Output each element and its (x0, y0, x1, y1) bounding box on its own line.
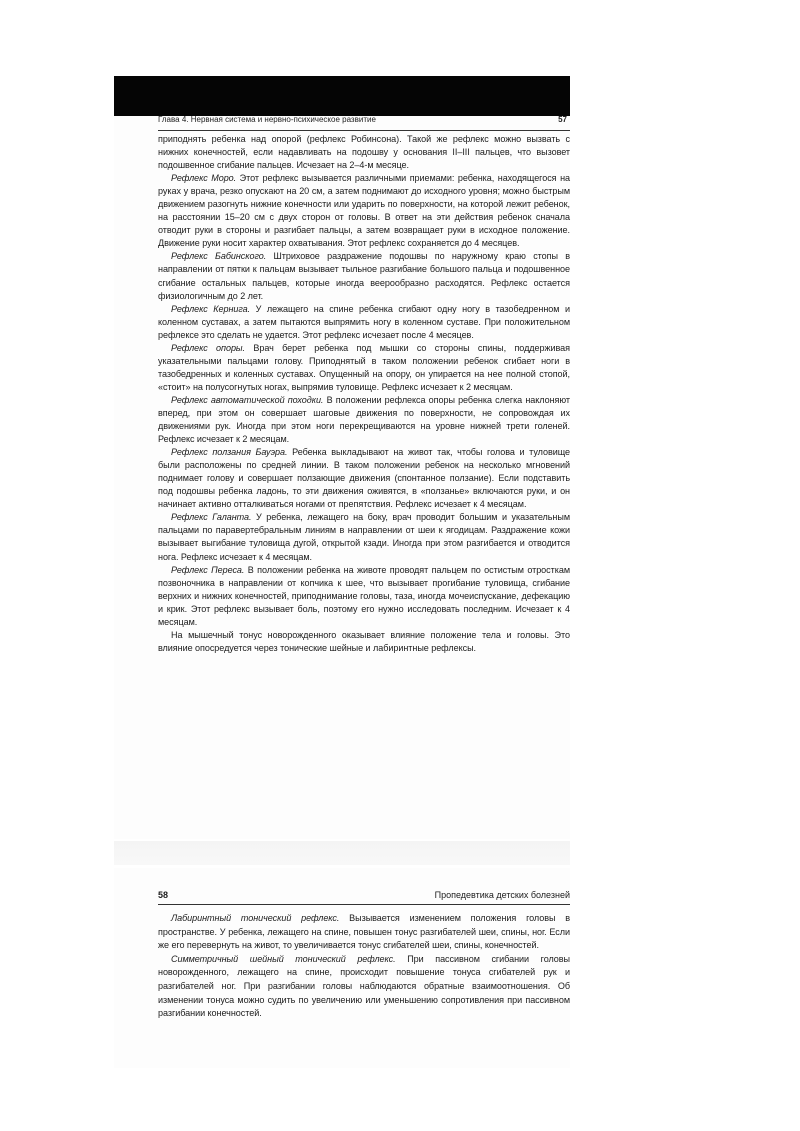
paragraph (158, 172, 570, 250)
reflex-term: Рефлекс ползания Бауэра. (171, 447, 288, 458)
paragraph (158, 953, 570, 1021)
paragraph-text: Штриховое раздражение подошвы по наружному краю стопы в направлении от пятки к пальцам вызывает тыльное разгибание большого пальца и подошвенное сгибание остальных пальцев, которые иногда веерообразно расходятся. Рефлекс остается физиологичным до 2 лет. (158, 251, 570, 301)
paragraph-text: В положении ребенка на животе проводят пальцем по остистым отросткам позвоночника в направлении от копчика к шее, что вызывает прогибание туловища, сгибание верхних и нижних конечностей, приподнимание головы, таза, иногда мочеиспускание, дефекацию и крик. Этот рефлекс вызывает боль, поэтому его нужно исследовать последним. Исчезает к 4 месяцам. (158, 564, 570, 627)
paragraph-text: В положении рефлекса опоры ребенка слегка наклоняют вперед, при этом он совершает шаговые движения по поверхности, не сопровождая их движениями рук. Иногда при этом ноги перекрещиваются на уровне нижней трети голеней. Рефлекс исчезает к 2 месяцам. (158, 394, 570, 445)
paragraph-text: Ребенка выкладывают на живот так, чтобы голова и туловище были расположены по средней линии. В таком положении ребенок на несколько мгновений поднимает голову и совершает ползающие движения (спонтанное ползание). Если подставить под подошвы ребенка ладонь, то эти движения оживятся, в «ползанье» включаются руки, и он начинает активно отталкиваться ногами от препятствия. Рефлекс исчезает к 4 месяцам. (158, 447, 570, 510)
page-gap (114, 841, 570, 865)
paragraph (158, 303, 570, 342)
paragraph-text: приподнять ребенка над опорой (рефлекс Робинсона). Такой же рефлекс можно вызвать с нижних конечностей, если надавливать на подошву у основания II–III пальцев, что вызовет подошвенное сгибание пальцев. Исчезает на 2–4-м месяце. (158, 134, 570, 171)
paragraph (158, 912, 570, 953)
reflex-term: Рефлекс Моро. (171, 173, 237, 184)
paragraph (158, 342, 570, 394)
paragraph-text: У лежащего на спине ребенка сгибают одну ногу в тазобедренном и коленном суставах, а затем пытаются выпрямить ногу в коленном суставе. При положительном рефлексе это сделать не удается. Этот рефлекс исчезает после 4 месяцев. (158, 303, 570, 340)
running-head-title: Глава 4. Нервная система и нервно-психическое развитие (158, 116, 376, 124)
reflex-term: Рефлекс Бабинского. (171, 251, 267, 262)
page-58-body (158, 912, 570, 1021)
paragraph-text: При пассивном сгибании головы новорожденного, лежащего на спине, происходит повышение тонуса сгибателей рук и разгибателей ног. При разгибании головы наблюдаются обратные взаимоотношения. Об изменении тонуса можно судить по увеличению или уменьшению сопротивления при пассивном разгибании конечностей. (158, 953, 570, 1019)
paragraph-text: На мышечный тонус новорожденного оказывает влияние положение тела и головы. Это влияние опосредуется через тонические шейные и лабиринтные рефлексы. (158, 629, 570, 653)
page-57 (114, 76, 570, 839)
running-head-title: Пропедевтика детских болезней (434, 890, 570, 900)
reflex-term: Рефлекс автоматической походки. (171, 394, 324, 405)
reflex-term: Лабиринтный тонический рефлекс. (171, 913, 340, 923)
running-head (158, 116, 570, 131)
paragraph (158, 133, 570, 172)
page-57-body (158, 133, 570, 655)
reflex-term: Рефлекс Переса. (171, 564, 245, 575)
reflex-term: Рефлекс Кернига. (171, 303, 251, 314)
paragraph-text: Этот рефлекс вызывается различными приемами: ребенка, находящегося на руках у врача, резко опускают на 20 см, а затем поднимают до исходного уровня; можно быстрым движением разогнуть нижние конечности или ударить по поверхности, на которой лежит ребенок, на расстоянии 15–20 см с двух сторон от головы. В ответ на эти действия ребенок сначала отводит руки в стороны и разгибает пальцы, а затем возвращает руки в исходное положение. Движение руки носит характер охватывания. Этот рефлекс сохраняется до 4 месяцев. (158, 173, 570, 249)
running-head (158, 890, 570, 905)
paragraph (158, 394, 570, 446)
page-number: 58 (158, 890, 169, 900)
paragraph-text: Врач берет ребенка под мышки со стороны спины, поддерживая указательными пальцами голову. Приподнятый в таком положении ребенок сгибает ноги в тазобедренных и коленных суставах. Опущенный на опору, он упирается на нее полной стопой, «стоит» на полусогнутых ногах, выпрямив туловище. Рефлекс исчезает к 2 месяцам. (158, 342, 570, 392)
reflex-term: Рефлекс опоры. (171, 342, 245, 353)
paragraph (158, 564, 570, 629)
paragraph (158, 250, 570, 302)
paragraph-text: Вызывается изменением положения головы в пространстве. У ребенка, лежащего на спине, повышен тонус разгибателей шеи, спины, ног. Если же его перевернуть на живот, то увеличивается тонус сгибателей шеи, спины, конечностей. (158, 913, 570, 951)
paragraph (158, 446, 570, 511)
reflex-term: Симметричный шейный тонический рефлекс. (171, 953, 396, 964)
page-58 (114, 868, 570, 1068)
paragraph-text: У ребенка, лежащего на боку, врач проводит большим и указательным пальцами по паравертебральным линиям в направлении от шеи к ягодицам. Раздражение кожи вызывает выгибание туловища дугой, открытой кзади. Иногда при этом разгибается и отводится нога. Рефлекс исчезает к 4 месяцам. (158, 512, 571, 562)
paragraph (158, 511, 570, 563)
paragraph (158, 629, 570, 655)
reflex-term: Рефлекс Галанта. (171, 512, 252, 523)
page-number: 57 (558, 115, 567, 124)
redaction-bar (114, 76, 570, 116)
